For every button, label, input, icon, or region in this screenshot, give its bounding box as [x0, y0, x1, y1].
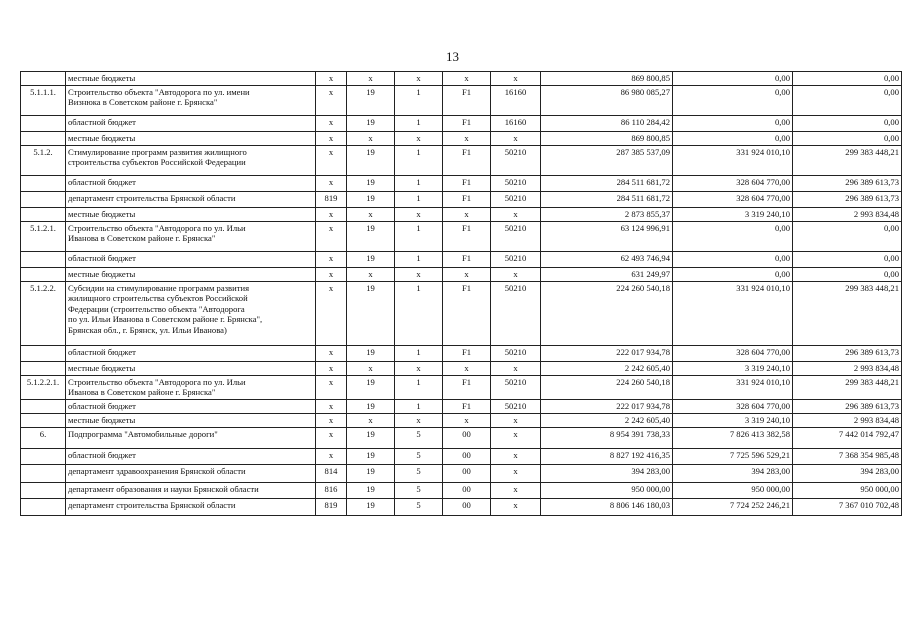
code-cell: F1 [443, 175, 491, 191]
code-cell: 19 [347, 175, 395, 191]
code-cell: х [443, 207, 491, 221]
code-cell: х [491, 427, 541, 448]
code-cell: 1 [395, 399, 443, 413]
code-cell: 19 [347, 482, 395, 498]
amount-cell: 950 000,00 [673, 482, 793, 498]
code-cell: 19 [347, 251, 395, 267]
table-row [21, 175, 902, 191]
amount-cell: 869 800,85 [541, 72, 673, 86]
code-cell: 1 [395, 115, 443, 131]
code-cell: 5 [395, 498, 443, 515]
amount-cell: 284 511 681,72 [541, 191, 673, 207]
amount-cell: 224 260 540,18 [541, 375, 673, 399]
row-number-cell [21, 464, 66, 482]
amount-cell: 0,00 [673, 221, 793, 251]
code-cell: 19 [347, 281, 395, 345]
row-name-line: Федерации (строительство объекта "Автодорога [68, 303, 245, 314]
amount-cell: 7 442 014 792,47 [793, 427, 902, 448]
amount-cell: 63 124 996,91 [541, 221, 673, 251]
amount-cell: 7 725 596 529,21 [673, 448, 793, 464]
code-cell: х [491, 361, 541, 375]
amount-cell: 3 319 240,10 [673, 207, 793, 221]
table-row [21, 498, 902, 515]
code-cell: 819 [316, 191, 347, 207]
row-number-cell [21, 207, 66, 221]
row-number-cell [21, 175, 66, 191]
amount-cell: 3 319 240,10 [673, 361, 793, 375]
code-cell: х [443, 72, 491, 86]
amount-cell: 394 283,00 [541, 464, 673, 482]
code-cell: 5 [395, 482, 443, 498]
amount-cell: 0,00 [673, 251, 793, 267]
amount-cell: 7 826 413 382,58 [673, 427, 793, 448]
code-cell: х [316, 251, 347, 267]
row-number-cell: 6. [21, 427, 66, 448]
code-cell: 19 [347, 221, 395, 251]
amount-cell: 8 954 391 738,33 [541, 427, 673, 448]
code-cell: х [491, 72, 541, 86]
amount-cell: 7 367 010 702,48 [793, 498, 902, 515]
amount-cell: 2 993 834,48 [793, 207, 902, 221]
amount-cell: 869 800,85 [541, 131, 673, 145]
row-name-line: департамент строительства Брянской области [68, 192, 236, 203]
page-number: 13 [446, 49, 459, 64]
code-cell: х [316, 281, 347, 345]
row-name-line: областной бюджет [68, 449, 136, 460]
row-name-cell [66, 115, 316, 131]
table-row [21, 145, 902, 175]
amount-cell: 331 924 010,10 [673, 281, 793, 345]
code-cell: х [316, 221, 347, 251]
row-number-cell: 5.1.2.2.1. [21, 375, 66, 399]
code-cell: F1 [443, 281, 491, 345]
code-cell: 816 [316, 482, 347, 498]
code-cell: 1 [395, 375, 443, 399]
code-cell: х [316, 85, 347, 115]
code-cell: F1 [443, 345, 491, 361]
code-cell: 1 [395, 345, 443, 361]
amount-cell: 224 260 540,18 [541, 281, 673, 345]
code-cell: F1 [443, 399, 491, 413]
code-cell: х [395, 72, 443, 86]
table-row [21, 281, 902, 345]
row-number-cell [21, 251, 66, 267]
table-row [21, 399, 902, 413]
row-name-cell [66, 145, 316, 175]
amount-cell: 0,00 [793, 85, 902, 115]
code-cell: х [491, 498, 541, 515]
row-number-cell [21, 361, 66, 375]
row-number-cell [21, 482, 66, 498]
row-name-line: областной бюджет [68, 400, 136, 411]
row-name-cell [66, 72, 316, 86]
amount-cell: 7 724 252 246,21 [673, 498, 793, 515]
row-name-cell [66, 175, 316, 191]
code-cell: 19 [347, 375, 395, 399]
code-cell: 1 [395, 221, 443, 251]
amount-cell: 2 993 834,48 [793, 413, 902, 427]
amount-cell: 0,00 [673, 131, 793, 145]
row-number-cell [21, 131, 66, 145]
table-row [21, 85, 902, 115]
amount-cell: 8 806 146 180,03 [541, 498, 673, 515]
amount-cell: 299 383 448,21 [793, 281, 902, 345]
code-cell: 00 [443, 464, 491, 482]
row-name-line: местные бюджеты [68, 268, 136, 279]
amount-cell: 2 993 834,48 [793, 361, 902, 375]
row-name-cell [66, 427, 316, 448]
code-cell: 00 [443, 482, 491, 498]
amount-cell: 284 511 681,72 [541, 175, 673, 191]
row-number-cell: 5.1.2.2. [21, 281, 66, 345]
code-cell: х [491, 131, 541, 145]
row-number-cell: 5.1.2.1. [21, 221, 66, 251]
code-cell: х [316, 207, 347, 221]
table-row [21, 345, 902, 361]
amount-cell: 2 242 605,40 [541, 413, 673, 427]
amount-cell: 950 000,00 [541, 482, 673, 498]
table-row [21, 207, 902, 221]
code-cell: 5 [395, 427, 443, 448]
row-name-cell [66, 482, 316, 498]
amount-cell: 86 110 284,42 [541, 115, 673, 131]
amount-cell: 299 383 448,21 [793, 145, 902, 175]
table-row [21, 361, 902, 375]
row-name-line: департамент образования и науки Брянской области [68, 483, 259, 494]
code-cell: х [443, 267, 491, 281]
code-cell: х [316, 413, 347, 427]
code-cell: х [347, 361, 395, 375]
row-name-cell [66, 448, 316, 464]
code-cell: 19 [347, 498, 395, 515]
row-name-cell [66, 281, 316, 345]
amount-cell: 0,00 [793, 115, 902, 131]
code-cell: х [491, 464, 541, 482]
row-name-line: местные бюджеты [68, 362, 136, 373]
code-cell: х [491, 207, 541, 221]
row-name-line: Иванова в Советском районе г. Брянска" [68, 387, 216, 398]
code-cell: х [347, 207, 395, 221]
row-name-line: Строительство объекта "Автодорога по ул. Ильи [68, 376, 246, 387]
code-cell: х [491, 448, 541, 464]
code-cell: х [316, 145, 347, 175]
row-number-cell [21, 267, 66, 281]
amount-cell: 0,00 [793, 72, 902, 86]
code-cell: 1 [395, 251, 443, 267]
code-cell: 50210 [491, 221, 541, 251]
row-name-cell [66, 251, 316, 267]
code-cell: х [443, 361, 491, 375]
row-name-cell [66, 207, 316, 221]
table-row [21, 427, 902, 448]
amount-cell: 0,00 [793, 221, 902, 251]
table-row [21, 482, 902, 498]
amount-cell: 299 383 448,21 [793, 375, 902, 399]
code-cell: х [316, 448, 347, 464]
table-row [21, 115, 902, 131]
code-cell: 1 [395, 191, 443, 207]
row-number-cell: 5.1.1.1. [21, 85, 66, 115]
table-row [21, 267, 902, 281]
code-cell: х [443, 413, 491, 427]
code-cell: х [316, 175, 347, 191]
amount-cell: 296 389 613,73 [793, 345, 902, 361]
code-cell: 19 [347, 464, 395, 482]
code-cell: 1 [395, 145, 443, 175]
code-cell: х [316, 267, 347, 281]
row-name-line: местные бюджеты [68, 73, 136, 83]
amount-cell: 0,00 [673, 115, 793, 131]
code-cell: 19 [347, 191, 395, 207]
table-row [21, 448, 902, 464]
code-cell: х [347, 72, 395, 86]
amount-cell: 328 604 770,00 [673, 191, 793, 207]
row-name-cell [66, 131, 316, 145]
code-cell: 19 [347, 85, 395, 115]
code-cell: 50210 [491, 191, 541, 207]
row-name-line: местные бюджеты [68, 208, 136, 219]
code-cell: F1 [443, 251, 491, 267]
row-name-cell [66, 361, 316, 375]
code-cell: х [395, 207, 443, 221]
code-cell: F1 [443, 191, 491, 207]
table-row [21, 413, 902, 427]
row-number-cell [21, 72, 66, 86]
row-number-cell [21, 399, 66, 413]
code-cell: 819 [316, 498, 347, 515]
amount-cell: 0,00 [793, 131, 902, 145]
amount-cell: 296 389 613,73 [793, 175, 902, 191]
row-name-line: местные бюджеты [68, 132, 136, 143]
code-cell: 50210 [491, 375, 541, 399]
code-cell: 00 [443, 448, 491, 464]
code-cell: 19 [347, 115, 395, 131]
code-cell: х [491, 267, 541, 281]
row-name-line: по ул. Ильи Иванова в Советском районе г. Брянска", [68, 314, 263, 325]
code-cell: х [316, 115, 347, 131]
code-cell: х [316, 131, 347, 145]
row-number-cell: 5.1.2. [21, 145, 66, 175]
row-name-line: областной бюджет [68, 252, 136, 263]
code-cell: х [395, 413, 443, 427]
code-cell: 50210 [491, 345, 541, 361]
row-name-line: Иванова в Советском районе г. Брянска" [68, 233, 216, 244]
code-cell: 50210 [491, 399, 541, 413]
amount-cell: 0,00 [793, 267, 902, 281]
amount-cell: 0,00 [673, 267, 793, 281]
code-cell: 5 [395, 448, 443, 464]
row-number-cell [21, 413, 66, 427]
row-name-cell [66, 413, 316, 427]
code-cell: х [316, 427, 347, 448]
table-row [21, 221, 902, 251]
code-cell: 19 [347, 448, 395, 464]
code-cell: х [347, 413, 395, 427]
row-name-line: строительства субъектов Российской Федерации [68, 157, 246, 168]
amount-cell: 331 924 010,10 [673, 375, 793, 399]
row-name-cell [66, 375, 316, 399]
amount-cell: 328 604 770,00 [673, 175, 793, 191]
code-cell: 16160 [491, 115, 541, 131]
code-cell: 00 [443, 498, 491, 515]
code-cell: 1 [395, 175, 443, 191]
row-name-line: областной бюджет [68, 176, 136, 187]
code-cell: х [347, 131, 395, 145]
code-cell: х [443, 131, 491, 145]
row-number-cell [21, 448, 66, 464]
code-cell: 1 [395, 85, 443, 115]
row-name-cell [66, 85, 316, 115]
row-name-line: Строительство объекта "Автодорога по ул. Ильи [68, 222, 246, 233]
code-cell: х [316, 375, 347, 399]
amount-cell: 631 249,97 [541, 267, 673, 281]
amount-cell: 328 604 770,00 [673, 399, 793, 413]
row-name-cell [66, 464, 316, 482]
code-cell: 19 [347, 427, 395, 448]
row-name-line: Субсидии на стимулирование программ развития [68, 282, 250, 293]
row-number-cell [21, 498, 66, 515]
row-number-cell [21, 115, 66, 131]
code-cell: 00 [443, 427, 491, 448]
row-name-line: департамент строительства Брянской области [68, 499, 236, 510]
code-cell: 19 [347, 399, 395, 413]
code-cell: х [395, 131, 443, 145]
code-cell: х [316, 72, 347, 86]
code-cell: х [316, 361, 347, 375]
table-row [21, 191, 902, 207]
code-cell: 50210 [491, 281, 541, 345]
code-cell: 5 [395, 464, 443, 482]
code-cell: х [347, 267, 395, 281]
amount-cell: 222 017 934,78 [541, 345, 673, 361]
code-cell: F1 [443, 115, 491, 131]
row-name-cell [66, 191, 316, 207]
code-cell: 19 [347, 345, 395, 361]
amount-cell: 328 604 770,00 [673, 345, 793, 361]
row-name-line: жилищного строительства субъектов Российской [68, 293, 248, 304]
amount-cell: 296 389 613,73 [793, 399, 902, 413]
table-row [21, 131, 902, 145]
code-cell: 814 [316, 464, 347, 482]
code-cell: 50210 [491, 251, 541, 267]
row-name-line: департамент здравоохранения Брянской области [68, 465, 246, 476]
row-name-line: Подпрограмма "Автомобильные дороги" [68, 428, 218, 439]
code-cell: х [395, 267, 443, 281]
amount-cell: 2 873 855,37 [541, 207, 673, 221]
code-cell: х [316, 399, 347, 413]
row-number-cell [21, 191, 66, 207]
row-name-cell [66, 221, 316, 251]
amount-cell: 394 283,00 [793, 464, 902, 482]
code-cell: F1 [443, 221, 491, 251]
row-name-line: областной бюджет [68, 116, 136, 127]
code-cell: F1 [443, 375, 491, 399]
row-name-line: Визнюка в Советском районе г. Брянска" [68, 97, 218, 108]
amount-cell: 0,00 [793, 251, 902, 267]
amount-cell: 8 827 192 416,35 [541, 448, 673, 464]
code-cell: 16160 [491, 85, 541, 115]
amount-cell: 86 980 085,27 [541, 85, 673, 115]
row-name-line: Брянская обл., г. Брянск, ул. Ильи Иванова) [68, 324, 227, 335]
amount-cell: 296 389 613,73 [793, 191, 902, 207]
amount-cell: 950 000,00 [793, 482, 902, 498]
code-cell: 1 [395, 281, 443, 345]
code-cell: 50210 [491, 175, 541, 191]
row-name-line: областной бюджет [68, 346, 136, 357]
code-cell: х [491, 413, 541, 427]
amount-cell: 62 493 746,94 [541, 251, 673, 267]
row-name-cell [66, 498, 316, 515]
code-cell: 50210 [491, 145, 541, 175]
amount-cell: 3 319 240,10 [673, 413, 793, 427]
row-name-line: Стимулирование программ развития жилищного [68, 146, 247, 157]
code-cell: х [491, 482, 541, 498]
code-cell: 19 [347, 145, 395, 175]
row-name-cell [66, 399, 316, 413]
code-cell: х [395, 361, 443, 375]
table-row [21, 464, 902, 482]
amount-cell: 2 242 605,40 [541, 361, 673, 375]
row-name-line: Строительство объекта "Автодорога по ул. имени [68, 86, 250, 97]
row-name-line: местные бюджеты [68, 414, 136, 425]
amount-cell: 7 368 354 985,48 [793, 448, 902, 464]
code-cell: F1 [443, 85, 491, 115]
amount-cell: 394 283,00 [673, 464, 793, 482]
budget-table [20, 71, 902, 516]
amount-cell: 331 924 010,10 [673, 145, 793, 175]
table-row [21, 375, 902, 399]
row-number-cell [21, 345, 66, 361]
table-row [21, 72, 902, 86]
row-name-cell [66, 345, 316, 361]
code-cell: F1 [443, 145, 491, 175]
amount-cell: 0,00 [673, 72, 793, 86]
table-row [21, 251, 902, 267]
row-name-cell [66, 267, 316, 281]
amount-cell: 0,00 [673, 85, 793, 115]
amount-cell: 287 385 537,09 [541, 145, 673, 175]
amount-cell: 222 017 934,78 [541, 399, 673, 413]
code-cell: х [316, 345, 347, 361]
